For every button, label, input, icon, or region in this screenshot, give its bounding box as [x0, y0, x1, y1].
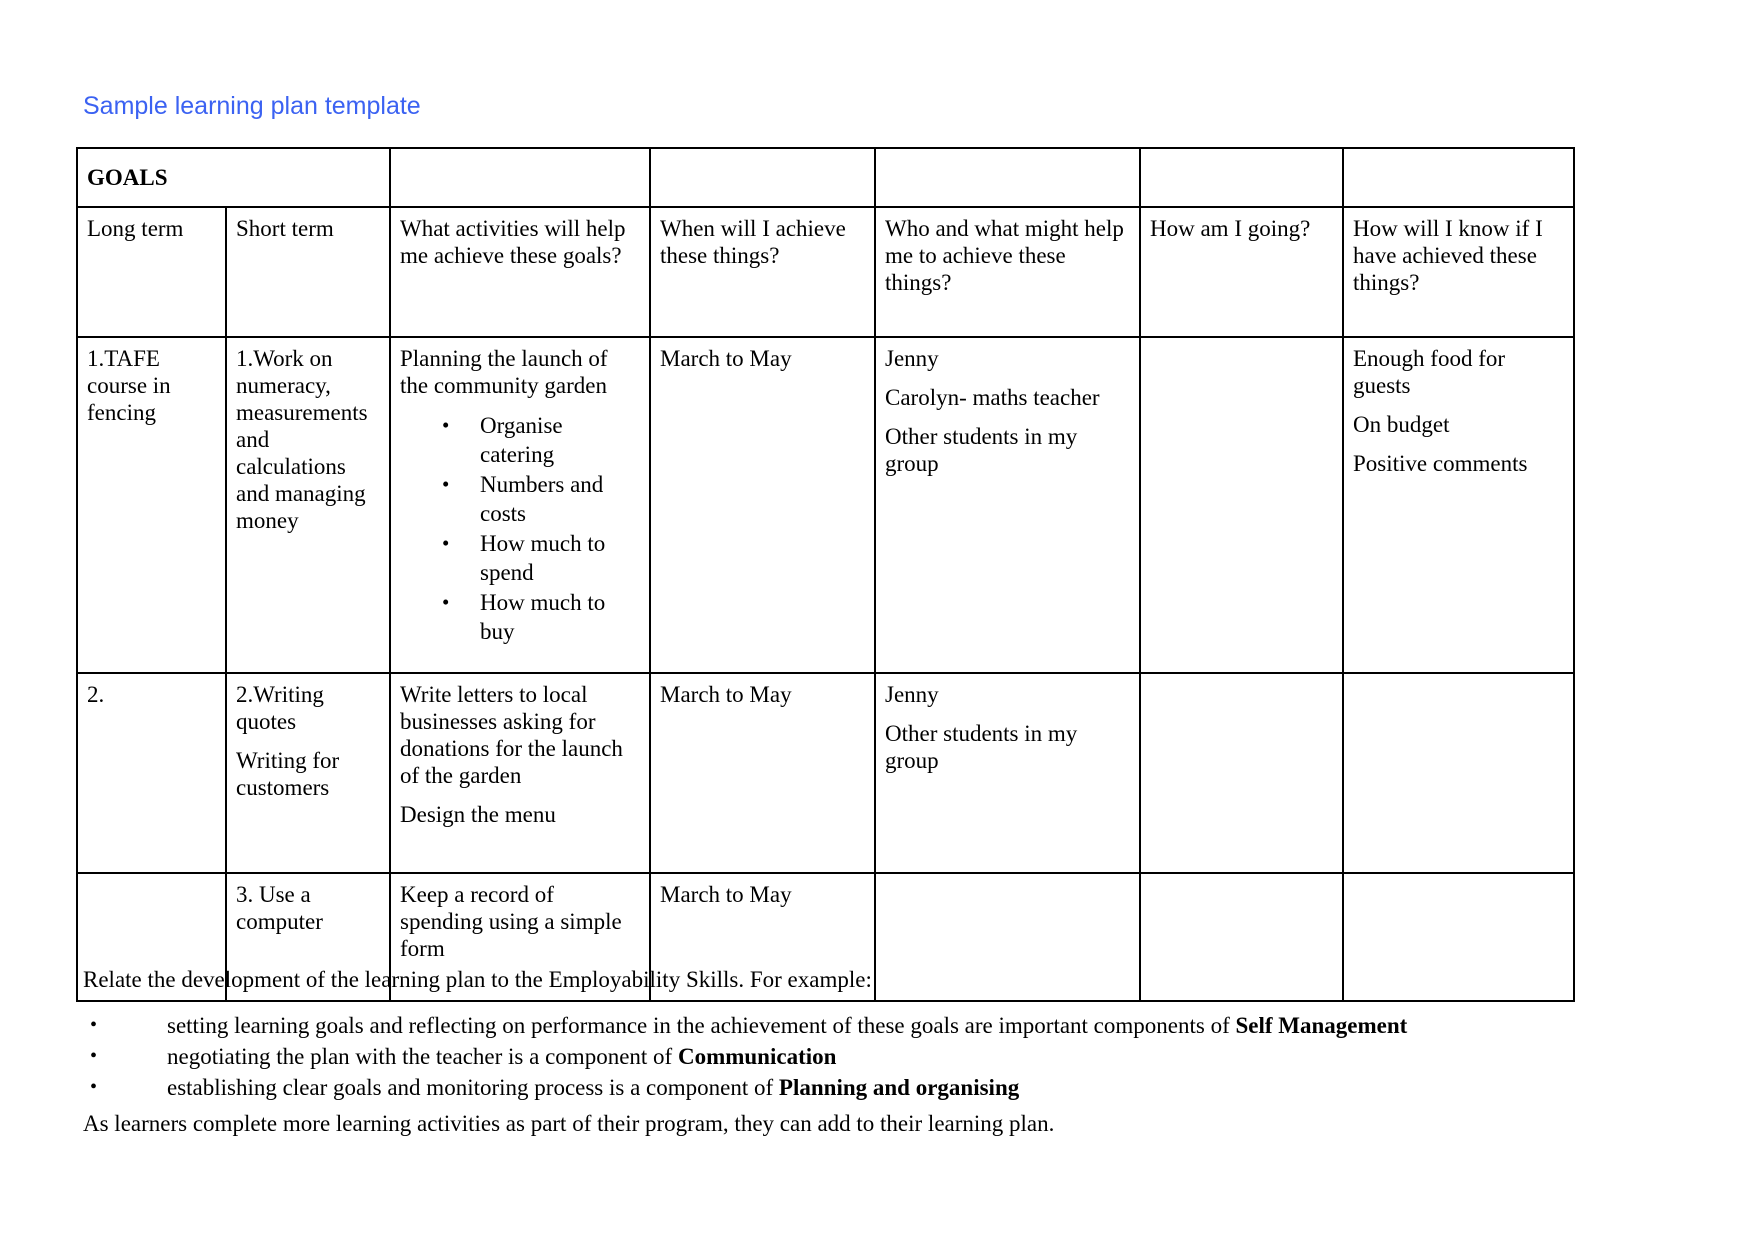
- cell-paragraph: 2.Writing quotes: [236, 682, 324, 734]
- cell-paragraph: Jenny: [885, 346, 939, 371]
- empty-cell: [1343, 148, 1574, 207]
- cell-paragraph: Design the menu: [400, 802, 556, 827]
- cell-long-term: [77, 337, 226, 673]
- cell-paragraph: 2.: [87, 682, 105, 707]
- cell-bullet-item: [400, 529, 641, 587]
- cell-short-term: [226, 673, 390, 873]
- bullet-text-regular: setting learning goals and reflecting on performance in the achievement of these goals are important components of: [167, 1013, 1236, 1038]
- empty-cell: [650, 148, 875, 207]
- goals-header-cell: GOALS: [77, 148, 390, 207]
- learning-plan-table: [76, 147, 1575, 1002]
- bullet-icon: •: [442, 590, 450, 614]
- cell-paragraph: 1.Work on numeracy, measurements and calculations and managing money: [236, 346, 368, 533]
- col-header-long-term: Long term: [77, 207, 226, 337]
- cell-paragraph: Other students in my group: [885, 721, 1078, 773]
- bullet-icon: •: [90, 1076, 98, 1098]
- cell-how-will-i-know: [1343, 673, 1574, 873]
- table-row-1: [77, 337, 1574, 673]
- bullet-icon: •: [90, 1045, 98, 1067]
- page-title: Sample learning plan template: [83, 92, 421, 120]
- cell-who: [875, 673, 1140, 873]
- cell-when: [650, 673, 875, 873]
- footer-bullet-text: [167, 1041, 1643, 1072]
- col-header-short-term: Short term: [226, 207, 390, 337]
- cell-activities: [390, 673, 650, 873]
- col-header-activities: What activities will help me achieve these goals?: [390, 207, 650, 337]
- cell-paragraph: Carolyn- maths teacher: [885, 385, 1100, 410]
- col-header-how-am-i-going: How am I going?: [1140, 207, 1343, 337]
- cell-paragraph: March to May: [660, 346, 792, 371]
- cell-paragraph: Write letters to local businesses asking for donations for the launch of the garden: [400, 682, 623, 788]
- cell-who: [875, 337, 1140, 673]
- empty-cell: [875, 148, 1140, 207]
- table-row-2: [77, 673, 1574, 873]
- bullet-text-bold: Communication: [677, 1044, 837, 1069]
- bullet-icon: •: [442, 531, 450, 555]
- footer-bullet-item: [83, 1010, 1643, 1041]
- cell-short-term: [226, 337, 390, 673]
- cell-paragraph: Writing for customers: [236, 748, 340, 800]
- bullet-text-regular: negotiating the plan with the teacher is a component of: [167, 1044, 678, 1069]
- bullet-text-regular: establishing clear goals and monitoring process is a component of: [167, 1075, 779, 1100]
- cell-when: [650, 337, 875, 673]
- footer-section: [83, 966, 1643, 1138]
- cell-paragraph: March to May: [660, 882, 792, 907]
- cell-bullet-item: [400, 588, 641, 646]
- col-header-who: Who and what might help me to achieve these things?: [875, 207, 1140, 337]
- cell-activities: [390, 337, 650, 673]
- empty-cell: [1140, 148, 1343, 207]
- cell-paragraph: On budget: [1353, 412, 1450, 437]
- cell-paragraph: Enough food for guests: [1353, 346, 1506, 398]
- cell-bullet-item: [400, 470, 641, 528]
- cell-paragraph: Positive comments: [1353, 451, 1528, 476]
- bullet-icon: •: [90, 1014, 98, 1036]
- footer-closing: As learners complete more learning activities as part of their program, they can add to their learning plan.: [83, 1111, 1055, 1136]
- cell-bullet-text: Numbers and costs: [480, 472, 604, 526]
- footer-bullet-text: [167, 1010, 1643, 1041]
- cell-paragraph: March to May: [660, 682, 792, 707]
- bullet-icon: •: [442, 413, 450, 437]
- footer-bullet-text: [167, 1072, 1643, 1103]
- cell-bullet-item: [400, 411, 641, 469]
- cell-paragraph: Planning the launch of the community garden: [400, 346, 608, 398]
- cell-long-term: [77, 673, 226, 873]
- col-header-how-will-i-know: How will I know if I have achieved these things?: [1343, 207, 1574, 337]
- footer-bullet-item: [83, 1072, 1643, 1103]
- cell-bullet-text: How much to buy: [480, 590, 606, 644]
- cell-how-am-i-going: [1140, 337, 1343, 673]
- col-header-when: When will I achieve these things?: [650, 207, 875, 337]
- footer-intro: Relate the development of the learning plan to the Employability Skills. For example:: [83, 967, 872, 992]
- cell-bullet-text: How much to spend: [480, 531, 606, 585]
- cell-paragraph: 1.TAFE course in fencing: [87, 346, 171, 425]
- cell-paragraph: Other students in my group: [885, 424, 1078, 476]
- cell-bullet-text: Organise catering: [480, 413, 563, 467]
- bullet-text-bold: Self Management: [1235, 1013, 1408, 1038]
- bullet-icon: •: [442, 472, 450, 496]
- cell-how-will-i-know: [1343, 337, 1574, 673]
- cell-paragraph: Jenny: [885, 682, 939, 707]
- cell-paragraph: Keep a record of spending using a simple form: [400, 882, 622, 961]
- goals-header-row: [77, 148, 1574, 207]
- footer-bullet-item: [83, 1041, 1643, 1072]
- bullet-text-bold: Planning and organising: [778, 1075, 1020, 1100]
- cell-paragraph: 3. Use a computer: [236, 882, 323, 934]
- cell-how-am-i-going: [1140, 673, 1343, 873]
- column-header-row: [77, 207, 1574, 337]
- empty-cell: [390, 148, 650, 207]
